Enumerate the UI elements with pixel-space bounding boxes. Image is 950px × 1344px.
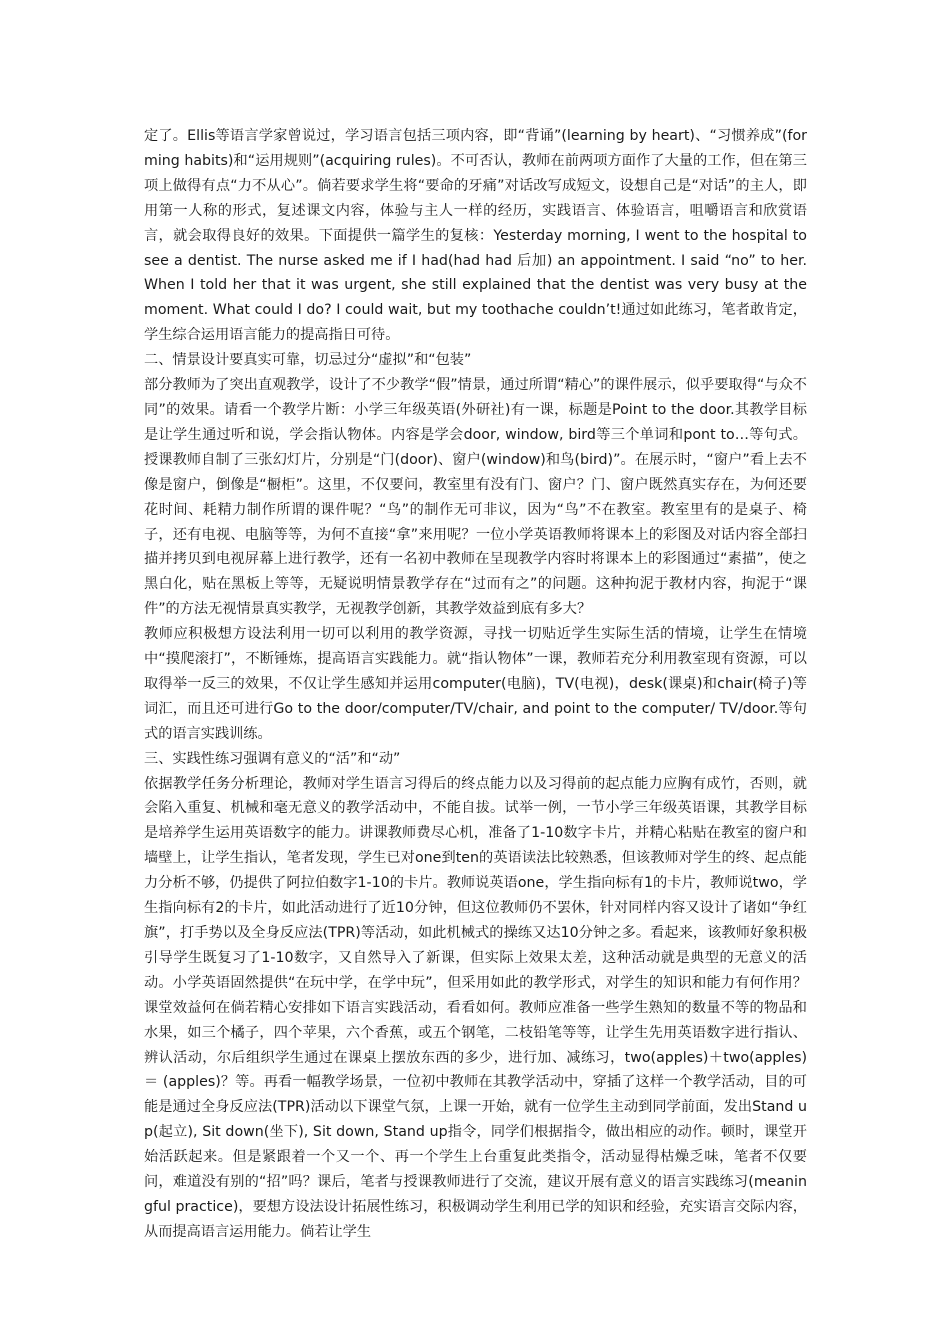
document-page bbox=[144, 124, 807, 1245]
paragraph-1: 定了。Ellis等语言学家曾说过，学习语言包括三项内容，即“背诵”(learning by heart)、“习惯养成”(forming habits)和“运用规则”(acquiring rules)。不可否认，教师在前两项方面作了大量的工作，但在第三项上做得有点“力不从心”。倘若要求学生将“要命的牙痛”对话改写成短文，设想自己是“对话”的主人，即用第一人称的形式，复述课文内容，体验与主人一样的经历，实践语言、体验语言，咀嚼语言和欣赏语言，就会取得良好的效果。下面提供一篇学生的复核：Yesterday morning, I went to the hospital to see a dentist. The nurse asked me if I had(had had 后加) an appointment. I said “no” to her. When I told her that it was urgent, she still explained that the dentist was very busy at the moment. What could I do? I could wait, but my toothache couldn’t!通过如此练习，笔者敢肯定，学生综合运用语言能力的提高指日可待。 bbox=[144, 128, 807, 344]
paragraph-4: 依据教学任务分析理论，教师对学生语言习得后的终点能力以及习得前的起点能力应胸有成竹，否则，就会陷入重复、机械和毫无意义的教学活动中，不能自拔。试举一例，一节小学三年级英语课，其教学目标是培养学生运用英语数字的能力。讲课教师费尽心机，准备了1-10数字卡片，并精心粘贴在教室的窗户和墙壁上，让学生指认，笔者发现，学生已对one到ten的英语读法比较熟悉，但该教师对学生的终、起点能力分析不够，仍提供了阿拉伯数字1-10的卡片。教师说英语one，学生指向标有1的卡片，教师说two，学生指向标有2的卡片，如此活动进行了近10分钟，但这位教师仍不罢休，针对同样内容又设计了诸如“争红旗”，打手势以及全身反应法(TPR)等活动，如此机械式的操练又达10分钟之多。看起来，该教师好象积极引导学生既复习了1-10数字，又自然导入了新课，但实际上效果太差，这种活动就是典型的无意义的活动。小学英语固然提供“在玩中学，在学中玩”，但采用如此的教学形式，对学生的知识和能力有何作用？课堂效益何在倘若精心安排如下语言实践活动，看看如何。教师应准备一些学生熟知的数量不等的物品和水果，如三个橘子，四个苹果，六个香蕉，或五个钢笔，二枝铅笔等等，让学生先用英语数字进行指认、辨认活动，尔后组织学生通过在课桌上摆放东西的多少，进行加、减练习，two(apples)＋two(apples)＝ (apples)？等。再看一幅教学场景，一位初中教师在其教学活动中，穿插了这样一个教学活动，目的可能是通过全身反应法(TPR)活动以下课堂气氛，上课一开始，就有一位学生主动到同学前面，发出Stand up(起立), Sit down(坐下), Sit down, Stand up指令，同学们根据指令，做出相应的动作。顿时，课堂开始活跃起来。但是紧跟着一个又一个、再一个学生上台重复此类指令，活动显得枯燥乏味，笔者不仅要问，难道没有别的“招”吗？课后，笔者与授课教师进行了交流，建议开展有意义的语言实践练习(meaningful practice)，要想方设法设计拓展性练习，积极调动学生利用已学的知识和经验，充实语言交际内容，从而提高语言运用能力。倘若让学生 bbox=[144, 775, 807, 1240]
paragraph-2: 部分教师为了突出直观教学，设计了不少教学“假”情景，通过所谓“精心”的课件展示，似乎要取得“与众不同”的效果。请看一个教学片断：小学三年级英语(外研社)有一课，标题是Point to the door.其教学目标是让学生通过听和说，学会指认物体。内容是学会door, window, bird等三个单词和pont to…等句式。授课教师自制了三张幻灯片，分别是“门(door)、窗户(window)和鸟(bird)”。在展示时，“窗户”看上去不像是窗户，倒像是“橱柜”。这里，不仅要问，教室里有没有门、窗户？门、窗户既然真实存在，为何还要花时间、耗精力制作所谓的课件呢？“鸟”的制作无可非议，因为“鸟”不在教室。教室里有的是桌子、椅子，还有电视、电脑等等，为何不直接“拿”来用呢？一位小学英语教师将课本上的彩图及对话内容全部扫描并拷贝到电视屏幕上进行教学，还有一名初中教师在呈现教学内容时将课本上的彩图通过“素描”，使之黑白化，贴在黑板上等等，无疑说明情景教学存在“过而有之”的问题。这种拘泥于教材内容，拘泥于“课件”的方法无视情景真实教学，无视教学创新，其教学效益到底有多大？ bbox=[144, 377, 807, 618]
paragraph-3: 教师应积极想方设法利用一切可以利用的教学资源，寻找一切贴近学生实际生活的情境，让学生在情境中“摸爬滚打”，不断锤炼，提高语言实践能力。就“指认物体”一课，教师若充分利用教室现有资源，可以取得举一反三的效果，不仅让学生感知并运用computer(电脑)，TV(电视)，desk(课桌)和chair(椅子)等词汇，而且还可进行Go to the door/computer/TV/chair, and point to the computer/ TV/door.等句式的语言实践训练。 bbox=[144, 626, 807, 742]
section-heading-3: 三、实践性练习强调有意义的“活”和“动” bbox=[144, 750, 401, 767]
section-heading-2: 二、情景设计要真实可靠，切忌过分“虚拟”和“包装” bbox=[144, 352, 472, 369]
